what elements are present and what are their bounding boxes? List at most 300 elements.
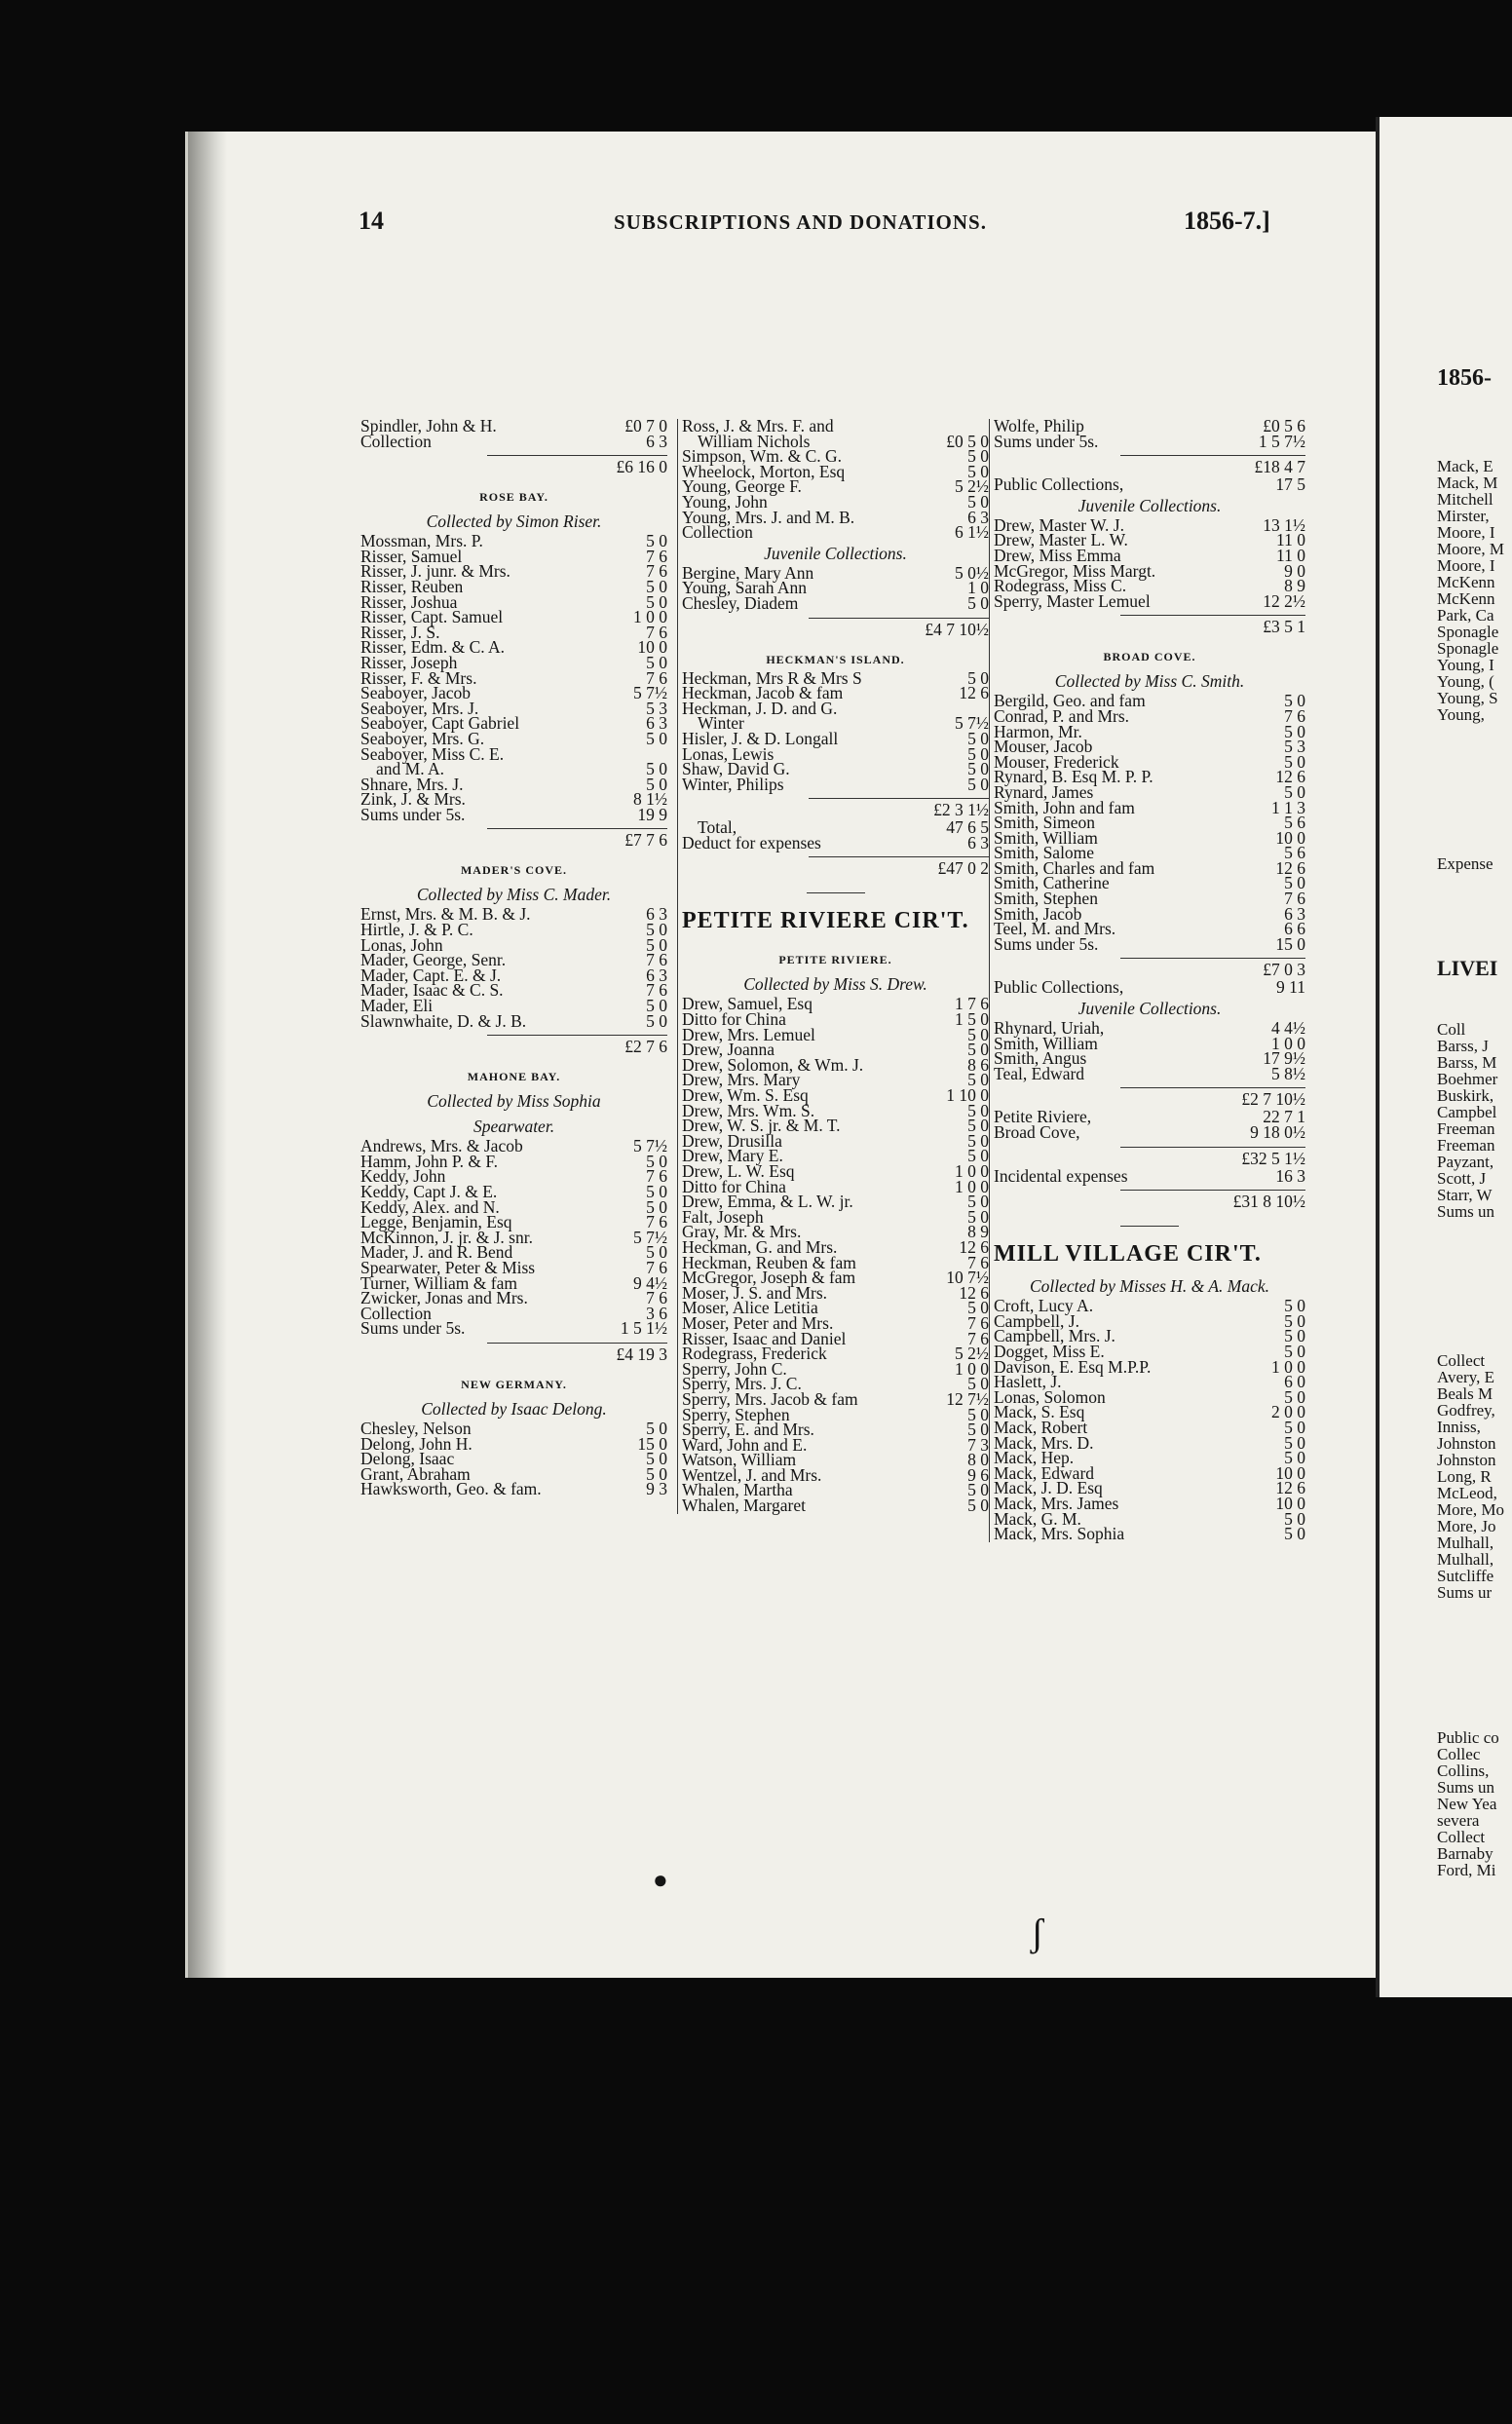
- entry-name: Smith, William: [994, 1033, 1098, 1053]
- facing-page-line: Collect: [1437, 1828, 1486, 1846]
- entry-amount: 6 1½: [955, 522, 989, 543]
- entry-name: Drew, Master W. J.: [994, 514, 1124, 535]
- entry-amount: 5 0: [646, 1151, 667, 1171]
- entry-amount: 6 3: [967, 507, 989, 527]
- total-line: £18 4 7: [1120, 455, 1305, 477]
- entry-amount: 6 3: [646, 431, 667, 451]
- entry-amount: 16 3: [1275, 1165, 1305, 1186]
- entry-name: Hisler, J. & D. Longall: [682, 728, 839, 748]
- entry-amount: 9 18 0½: [1250, 1122, 1305, 1142]
- entry-name: Whalen, Martha: [682, 1480, 793, 1500]
- section-heading: HECKMAN'S ISLAND.: [766, 652, 905, 666]
- entry-name: Falt, Joseph: [682, 1206, 764, 1227]
- page-header: [185, 207, 1376, 246]
- entry-row: [360, 431, 667, 451]
- entry-name: Drew, Solomon, & Wm. J.: [682, 1054, 864, 1075]
- entry-amount: 9 3: [646, 1479, 667, 1499]
- entry-name: Sperry, Mrs. J. C.: [682, 1374, 802, 1394]
- entry-name: Moser, J. S. and Mrs.: [682, 1282, 828, 1303]
- entry-name: Heckman, J. D. and G.: [682, 698, 838, 718]
- entry-row: [994, 590, 1305, 611]
- entry-name: Broad Cove,: [994, 1122, 1080, 1142]
- entry-amount: 7 6: [646, 1212, 667, 1232]
- page-title: SUBSCRIPTIONS AND DONATIONS.: [614, 210, 987, 234]
- entry-amount: 5 0: [1284, 781, 1305, 802]
- total-line: £6 16 0: [487, 455, 667, 477]
- divider: [807, 879, 865, 893]
- collector-line: Juvenile Collections.: [764, 543, 907, 563]
- entry-amount: 5 0: [967, 1404, 989, 1424]
- entry-name: Risser, Capt. Samuel: [360, 607, 504, 627]
- facing-page-line: Freeman: [1437, 1119, 1495, 1138]
- facing-page-line: Sponagle: [1437, 623, 1499, 641]
- entry-name: Drew, Miss Emma: [994, 545, 1121, 565]
- circuit-heading: PETITE RIVIERE CIR'T.: [682, 908, 969, 934]
- entry-name: Smith, Charles and fam: [994, 857, 1155, 878]
- entry-name: Watson, William: [682, 1450, 797, 1470]
- entry-amount: 8 0: [967, 1450, 989, 1470]
- facing-page-line: Young, S: [1437, 689, 1498, 707]
- entry-amount: 12 6: [1275, 857, 1305, 878]
- entry-amount: 5 0½: [955, 562, 989, 583]
- entry-amount: 5 7½: [955, 713, 989, 734]
- collector-line: Collected by Isaac Delong.: [421, 1398, 607, 1419]
- facing-page-line: Collec: [1437, 1745, 1481, 1763]
- facing-page-line: Public co: [1437, 1728, 1499, 1747]
- entry-row: [360, 1479, 667, 1499]
- entry-name: Ward, John and E.: [682, 1434, 808, 1455]
- entry-amount: 1 0 0: [1271, 1033, 1305, 1053]
- entry-amount: 5 0: [646, 774, 667, 794]
- facing-page-line: severa: [1437, 1811, 1480, 1830]
- entry-name: Grant, Abraham: [360, 1463, 471, 1484]
- entry-name: Campbell, J.: [994, 1310, 1079, 1331]
- facing-page-line: Starr, W: [1437, 1186, 1493, 1204]
- facing-page-line: Long, R: [1437, 1467, 1492, 1486]
- entry-name: Rynard, James: [994, 781, 1094, 802]
- total-line: £4 7 10½: [809, 618, 989, 640]
- collector-line: Collected by Miss C. Smith.: [1054, 671, 1245, 692]
- facing-page-line: Godfrey,: [1437, 1401, 1495, 1420]
- entry-name: William Nichols: [698, 431, 811, 451]
- facing-page-line: Barss, J: [1437, 1037, 1489, 1055]
- entry-amount: 5 0: [1284, 1448, 1305, 1468]
- entry-name: Hirtle, J. & P. C.: [360, 920, 473, 940]
- total-line: £4 19 3: [487, 1343, 667, 1365]
- entry-amount: 5 0: [967, 1070, 989, 1090]
- entry-name: Mack, Edward: [994, 1462, 1095, 1483]
- entry-row: [994, 1063, 1305, 1083]
- entry-name: Rodegrass, Miss C.: [994, 576, 1127, 596]
- entry-name: Young, Sarah Ann: [682, 578, 808, 598]
- entry-amount: 1 5 0: [955, 1009, 989, 1030]
- entry-name: and M. A.: [376, 759, 444, 779]
- entry-amount: £0 5 0: [946, 431, 989, 451]
- entry-name: Smith, Catherine: [994, 873, 1110, 893]
- entry-amount: 5 0: [1284, 1432, 1305, 1453]
- entry-amount: 7 6: [1284, 889, 1305, 909]
- facing-page-line: Young, (: [1437, 672, 1494, 691]
- entry-amount: 9 6: [967, 1464, 989, 1485]
- entry-amount: 6 3: [646, 965, 667, 985]
- entry-row: [994, 977, 1305, 998]
- facing-page-line: Mitchell: [1437, 490, 1493, 509]
- entry-amount: 5 0: [1284, 1417, 1305, 1437]
- entry-amount: 12 6: [959, 1282, 989, 1303]
- facing-page-expense: Expense: [1437, 854, 1493, 873]
- entry-name: Seaboyer, Mrs. J.: [360, 698, 479, 718]
- facing-page-line: McKenn: [1437, 573, 1495, 591]
- entry-name: Shnare, Mrs. J.: [360, 774, 464, 794]
- entry-amount: 3 6: [646, 1303, 667, 1323]
- entry-amount: 5 6: [1284, 813, 1305, 833]
- section-heading: MAHONE BAY.: [467, 1070, 561, 1084]
- entry-amount: 5 0: [646, 652, 667, 672]
- entry-name: Conrad, P. and Mrs.: [994, 705, 1130, 726]
- entry-row: [682, 592, 989, 613]
- entry-name: Smith, Angus: [994, 1048, 1087, 1069]
- entry-name: Sums under 5s.: [994, 431, 1099, 451]
- total-line: £7 0 3: [1120, 958, 1305, 980]
- entry-name: Seaboyer, Jacob: [360, 683, 472, 703]
- entry-amount: 7 6: [646, 1166, 667, 1187]
- entry-amount: 12 7½: [946, 1388, 989, 1409]
- entry-amount: 5 7½: [633, 683, 667, 703]
- entry-amount: 5 0: [967, 1130, 989, 1151]
- entry-name: Rhynard, Uriah,: [994, 1018, 1105, 1039]
- entry-name: Sperry, Stephen: [682, 1404, 790, 1424]
- entry-amount: 7 6: [646, 667, 667, 688]
- total-line: £2 7 6: [487, 1035, 667, 1057]
- entry-amount: 7 6: [646, 1257, 667, 1277]
- entry-amount: 5 0: [646, 591, 667, 612]
- facing-page-line: Young,: [1437, 705, 1485, 724]
- facing-page-line: Mulhall,: [1437, 1534, 1494, 1552]
- facing-page-line: Sponagle: [1437, 639, 1499, 658]
- facing-page-year: 1856-: [1437, 365, 1492, 391]
- entry-amount: 5 0: [967, 667, 989, 688]
- entry-row: [360, 1318, 667, 1339]
- facing-page-line: Coll: [1437, 1020, 1466, 1039]
- collector-line: Juvenile Collections.: [1077, 495, 1222, 515]
- entry-name: Wolfe, Philip: [994, 416, 1084, 436]
- entry-amount: 1 7 6: [955, 994, 989, 1014]
- entry-name: Keddy, Alex. and N.: [360, 1196, 500, 1217]
- entry-amount: 5 0: [967, 774, 989, 794]
- entry-amount: 7 6: [646, 980, 667, 1001]
- entry-amount: 1 0 0: [633, 607, 667, 627]
- entry-name: Mader, Capt. E. & J.: [360, 965, 502, 985]
- entry-amount: £0 7 0: [624, 416, 667, 436]
- entry-name: Drew, Drusilla: [682, 1130, 782, 1151]
- entry-amount: 5 0: [646, 1196, 667, 1217]
- facing-page-line: More, Mo: [1437, 1500, 1504, 1519]
- entry-amount: 22 7 1: [1263, 1107, 1305, 1127]
- entry-amount: 7 6: [646, 546, 667, 566]
- entry-name: Harmon, Mr.: [994, 721, 1082, 741]
- section-heading: BROAD COVE.: [1103, 650, 1196, 664]
- entry-amount: 5 0: [1284, 751, 1305, 772]
- entry-name: Heckman, Jacob & fam: [682, 683, 844, 703]
- entry-name: Haslett, J.: [994, 1372, 1062, 1392]
- entry-name: Sums under 5s.: [360, 1318, 466, 1339]
- entry-amount: 9 4½: [633, 1272, 667, 1293]
- total-line: £32 5 1½: [1120, 1147, 1305, 1169]
- total-line: £7 7 6: [487, 828, 667, 851]
- entry-amount: 47 6 5: [946, 817, 989, 838]
- entry-name: Smith, John and fam: [994, 797, 1135, 817]
- entry-amount: 1 0 0: [955, 1176, 989, 1196]
- entry-amount: 12 6: [959, 1236, 989, 1257]
- entry-name: Gray, Mr. & Mrs.: [682, 1222, 802, 1242]
- entry-name: Campbell, Mrs. J.: [994, 1326, 1115, 1346]
- entry-amount: 5 2½: [955, 1344, 989, 1364]
- entry-name: Drew, Emma, & L. W. jr.: [682, 1192, 853, 1212]
- facing-page-line: Ford, Mi: [1437, 1861, 1496, 1879]
- entry-amount: 10 0: [1275, 1493, 1305, 1513]
- entry-name: Smith, William: [994, 827, 1098, 848]
- entry-name: Moser, Peter and Mrs.: [682, 1312, 834, 1333]
- total-line: £3 5 1: [1120, 615, 1305, 637]
- entry-amount: 5 0: [1284, 1310, 1305, 1331]
- entry-amount: 5 3: [1284, 737, 1305, 757]
- entry-name: Smith, Stephen: [994, 889, 1098, 909]
- section-heading: NEW GERMANY.: [461, 1377, 567, 1391]
- entry-amount: 8 6: [967, 1054, 989, 1075]
- entry-amount: 5 0: [646, 1418, 667, 1438]
- entry-name: Wentzel, J. and Mrs.: [682, 1464, 822, 1485]
- entry-row: [994, 1165, 1305, 1186]
- entry-amount: 5 0: [646, 531, 667, 551]
- column-3: [989, 416, 1305, 1544]
- entry-amount: 5 0: [1284, 1386, 1305, 1407]
- entry-amount: 7 6: [1284, 705, 1305, 726]
- entry-amount: 6 6: [1284, 919, 1305, 939]
- facing-page-line: Sums un: [1437, 1202, 1495, 1221]
- entry-name: McGregor, Miss Margt.: [994, 560, 1156, 581]
- collector-line: Collected by Simon Riser.: [426, 511, 602, 532]
- entry-amount: 4 4½: [1271, 1018, 1305, 1039]
- entry-amount: 5 0: [646, 728, 667, 748]
- entry-name: Smith, Simeon: [994, 813, 1096, 833]
- entry-name: Ditto for China: [682, 1009, 786, 1030]
- entry-amount: 12 6: [1275, 767, 1305, 787]
- entry-amount: £0 5 6: [1263, 416, 1305, 436]
- entry-amount: 5 0: [967, 1298, 989, 1318]
- column-2: [677, 416, 989, 1516]
- entry-amount: 5 8½: [1271, 1063, 1305, 1083]
- entry-amount: 1 0 0: [955, 1161, 989, 1181]
- entry-amount: 5 7½: [633, 1136, 667, 1156]
- entry-name: Mader, Isaac & C. S.: [360, 980, 504, 1001]
- entry-row: [994, 431, 1305, 451]
- entry-amount: 5 0: [967, 1040, 989, 1060]
- entry-name: Mader, Eli: [360, 996, 434, 1016]
- facing-page-line: Inniss,: [1437, 1418, 1481, 1436]
- entry-name: Mack, Robert: [994, 1417, 1088, 1437]
- entry-name: Mack, Mrs. Sophia: [994, 1524, 1125, 1544]
- entry-amount: 5 0: [1284, 691, 1305, 711]
- entry-name: Sperry, Master Lemuel: [994, 590, 1151, 611]
- facing-page-line: Park, Ca: [1437, 606, 1494, 625]
- entry-amount: 10 0: [1275, 827, 1305, 848]
- facing-page-line: Collins,: [1437, 1761, 1490, 1780]
- entry-amount: 10 0: [1275, 1462, 1305, 1483]
- entry-amount: 2 0 0: [1271, 1402, 1305, 1422]
- entry-row: [682, 1498, 989, 1514]
- entry-amount: 7 6: [967, 1252, 989, 1272]
- entry-name: Drew, W. S. jr. & M. T.: [682, 1116, 841, 1136]
- entry-amount: 7 6: [967, 1328, 989, 1348]
- entry-amount: 5 0: [967, 1480, 989, 1500]
- facing-page-line: Moore, I: [1437, 523, 1495, 542]
- entry-name: Winter: [698, 713, 744, 734]
- entry-amount: 5 6: [1284, 843, 1305, 863]
- entry-name: Collection: [360, 1303, 432, 1323]
- entry-amount: 5 7½: [633, 1227, 667, 1247]
- entry-amount: 5 0: [646, 1182, 667, 1201]
- facing-page-names: [1437, 458, 1504, 723]
- entry-amount: 5 0: [967, 1374, 989, 1394]
- divider: [1120, 1212, 1179, 1227]
- entry-amount: 1 10 0: [946, 1085, 989, 1106]
- entry-name: Chesley, Diadem: [682, 592, 799, 613]
- entry-amount: 12 6: [959, 683, 989, 703]
- entry-amount: 5 0: [967, 1420, 989, 1440]
- entry-name: Risser, F. & Mrs.: [360, 667, 477, 688]
- entry-name: Zwicker, Jonas and Mrs.: [360, 1288, 528, 1308]
- entry-amount: 5 3: [646, 698, 667, 718]
- entry-name: Young, George F.: [682, 476, 802, 497]
- entry-name: Winter, Philips: [682, 774, 784, 794]
- entry-name: Risser, Joseph: [360, 652, 458, 672]
- entry-amount: 5 0: [967, 446, 989, 467]
- entry-name: Public Collections,: [994, 977, 1124, 998]
- entry-amount: 5 0: [646, 996, 667, 1016]
- entry-name: Andrews, Mrs. & Jacob: [360, 1136, 523, 1156]
- entry-name: Drew, Mary E.: [682, 1146, 783, 1166]
- entry-name: Sperry, E. and Mrs.: [682, 1420, 814, 1440]
- entry-name: Drew, Mrs. Mary: [682, 1070, 801, 1090]
- entry-name: Hawksworth, Geo. & fam.: [360, 1479, 542, 1499]
- entry-name: Rynard, B. Esq M. P. P.: [994, 767, 1153, 787]
- facing-page-line: Mirster,: [1437, 507, 1490, 525]
- entry-amount: 5 0: [1284, 1326, 1305, 1346]
- ink-blot: ●: [653, 1866, 668, 1894]
- entry-amount: 5 0: [1284, 873, 1305, 893]
- collector-line: Collected by Misses H. & A. Mack.: [1029, 1276, 1270, 1297]
- entry-name: Zink, J. & Mrs.: [360, 789, 466, 810]
- entry-name: Ditto for China: [682, 1176, 786, 1196]
- entry-name: Mack, Mrs. James: [994, 1493, 1119, 1513]
- entry-amount: 8 9: [967, 1222, 989, 1242]
- entry-row: [360, 804, 667, 824]
- entry-amount: 6 3: [646, 904, 667, 925]
- facing-page-line: McLeod,: [1437, 1484, 1497, 1502]
- entry-name: McKinnon, J. jr. & J. snr.: [360, 1227, 533, 1247]
- entry-amount: 5 0: [967, 1206, 989, 1227]
- entry-amount: 5 0: [646, 1010, 667, 1031]
- entry-name: Mader, J. and R. Bend: [360, 1242, 513, 1263]
- section-heading: PETITE RIVIERE.: [778, 953, 892, 967]
- entry-amount: 5 0: [1284, 721, 1305, 741]
- entry-name: Risser, Samuel: [360, 546, 463, 566]
- collector-line: Collected by Miss S. Drew.: [743, 974, 927, 995]
- facing-page-line: Beals M: [1437, 1384, 1493, 1403]
- facing-page-line: Sutcliffe: [1437, 1567, 1494, 1585]
- entry-name: Bergild, Geo. and fam: [994, 691, 1146, 711]
- entry-row: [360, 1010, 667, 1031]
- facing-page-line: Barnaby: [1437, 1844, 1493, 1863]
- section-heading: MADER'S COVE.: [460, 863, 567, 878]
- entry-amount: 5 0: [967, 1100, 989, 1120]
- entry-name: Bergine, Mary Ann: [682, 562, 814, 583]
- entry-name: Drew, Master L. W.: [994, 530, 1128, 550]
- entry-name: Slawnwhaite, D. & J. B.: [360, 1010, 527, 1031]
- entry-name: Delong, John H.: [360, 1433, 472, 1454]
- entry-name: Teel, M. and Mrs.: [994, 919, 1116, 939]
- facing-page-line: Sums ur: [1437, 1583, 1493, 1602]
- entry-amount: 1 5 7½: [1258, 431, 1305, 451]
- entry-amount: 5 0: [1284, 1341, 1305, 1361]
- facing-page-line: Moore, M: [1437, 540, 1504, 558]
- entry-amount: 1 0 0: [955, 1358, 989, 1379]
- entry-row: [682, 522, 989, 543]
- facing-page-line: More, Jo: [1437, 1517, 1496, 1535]
- entry-amount: 7 6: [646, 1288, 667, 1308]
- entry-name: Wheelock, Morton, Esq: [682, 461, 846, 481]
- entry-name: Croft, Lucy A.: [994, 1296, 1094, 1316]
- entry-name: Whalen, Margaret: [682, 1496, 806, 1516]
- entry-name: Mossman, Mrs. P.: [360, 531, 483, 551]
- entry-name: Drew, Joanna: [682, 1040, 775, 1060]
- entry-name: Sperry, Mrs. Jacob & fam: [682, 1388, 858, 1409]
- entry-row: [682, 832, 989, 852]
- entry-name: Drew, L. W. Esq: [682, 1161, 795, 1181]
- entry-amount: 7 6: [646, 561, 667, 582]
- entry-amount: 15 0: [637, 1433, 667, 1454]
- entry-name: Lonas, John: [360, 934, 443, 955]
- facing-page-line: Mulhall,: [1437, 1550, 1494, 1569]
- total-line: £2 7 10½: [1120, 1087, 1305, 1110]
- entry-amount: 6 3: [1284, 903, 1305, 924]
- entry-name: Lonas, Lewis: [682, 743, 775, 764]
- entry-name: Rodegrass, Frederick: [682, 1344, 827, 1364]
- entry-row: [682, 774, 989, 794]
- entry-name: Incidental expenses: [994, 1165, 1128, 1186]
- entry-amount: 11 0: [1276, 530, 1305, 550]
- entry-name: Drew, Mrs. Wm. S.: [682, 1100, 815, 1120]
- section-heading: ROSE BAY.: [479, 490, 548, 505]
- entry-name: Ernst, Mrs. & M. B. & J.: [360, 904, 531, 925]
- total-line: £47 0 2: [809, 856, 989, 879]
- entry-name: Mack, S. Esq: [994, 1402, 1085, 1422]
- entry-name: Risser, Reuben: [360, 576, 464, 596]
- entry-name: Keddy, John: [360, 1166, 446, 1187]
- entry-amount: 1 1 3: [1271, 797, 1305, 817]
- facing-page-line: Mack, M: [1437, 473, 1498, 492]
- facing-page-line: Buskirk,: [1437, 1086, 1494, 1105]
- entry-name: Young, Mrs. J. and M. B.: [682, 507, 855, 527]
- entry-name: Sums under 5s.: [360, 804, 466, 824]
- entry-name: Mack, G. M.: [994, 1508, 1081, 1529]
- entry-amount: 7 3: [967, 1434, 989, 1455]
- facing-page-heading: LIVEI: [1437, 956, 1498, 980]
- entry-name: Young, John: [682, 491, 768, 511]
- entry-name: Drew, Samuel, Esq: [682, 994, 813, 1014]
- total-line: £2 3 1½: [809, 798, 989, 820]
- entry-amount: 5 0: [967, 1116, 989, 1136]
